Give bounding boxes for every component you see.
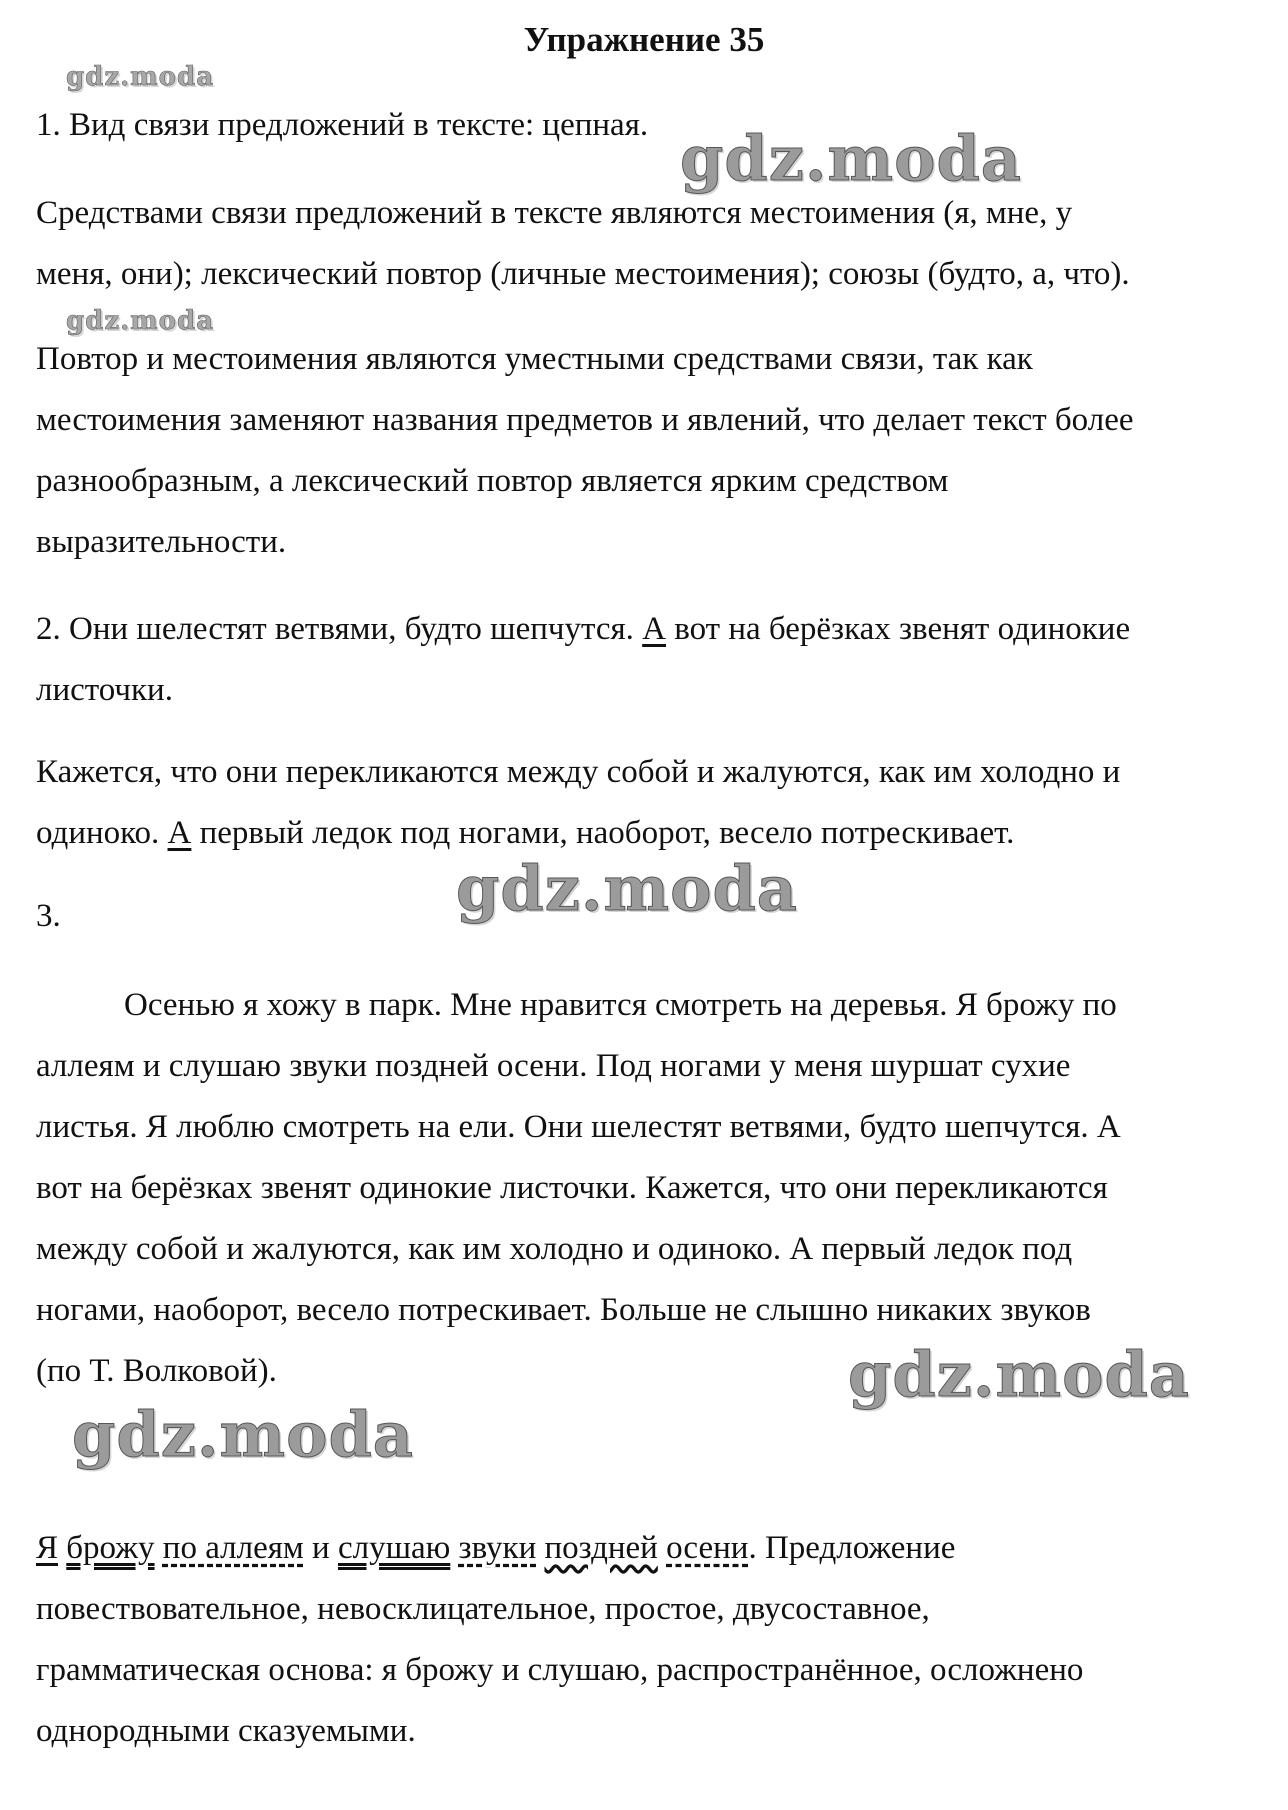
exercise-title: Упражнение 35 <box>523 20 765 59</box>
subject-word: Я <box>36 1530 59 1566</box>
watermark: gdz.moda <box>66 62 215 92</box>
adverbial-word: по аллеям <box>162 1530 304 1566</box>
s3-text-line: аллеям и слушаю звуки поздней осени. Под ногами у меня шуршат сухие <box>36 1048 1071 1084</box>
analysis-line-2: повествовательное, невосклицательное, простое, двусоставное, <box>36 1591 930 1627</box>
s2-line-3: Кажется, что они перекликаются между собой и жалуются, как им холодно и <box>36 754 1121 790</box>
s2-text: одиноко. <box>36 815 168 851</box>
s2-conjunction: А <box>642 611 666 647</box>
object-word: звуки <box>458 1530 537 1566</box>
s1-line-6: разнообразным, а лексический повтор является ярким средством <box>36 463 949 499</box>
object-word: осени <box>666 1530 749 1566</box>
watermark: gdz.moda <box>456 852 798 925</box>
watermark: gdz.moda <box>680 122 1022 195</box>
s3-text-line: вот на берёзках звенят одинокие листочки. Кажется, что они перекликаются <box>36 1170 1108 1206</box>
s2-line-1 <box>36 609 1130 649</box>
watermark: gdz.moda <box>66 306 215 336</box>
predicate-word: слушаю <box>337 1530 451 1566</box>
s1-line-5: местоимения заменяют названия предметов и явлений, что делает текст более <box>36 402 1134 438</box>
s3-text-line: (по Т. Волковой). <box>36 1353 277 1389</box>
s1-line-4: Повтор и местоимения являются уместными средствами связи, так как <box>36 341 1033 377</box>
analysis-text: . Предложение <box>748 1530 956 1566</box>
s2-line-2: листочки. <box>36 672 173 708</box>
s3-text-line: листья. Я люблю смотреть на ели. Они шелестят ветвями, будто шепчутся. А <box>36 1109 1121 1145</box>
analysis-line-3: грамматическая основа: я брожу и слушаю, распространённое, осложнено <box>36 1652 1084 1688</box>
analysis-line-4: однородными сказуемыми. <box>36 1713 416 1749</box>
s1-line-1: 1. Вид связи предложений в тексте: цепная. <box>36 107 649 143</box>
s1-line-7: выразительности. <box>36 524 287 560</box>
s2-text: первый ледок под ногами, наоборот, весело потрескивает. <box>191 815 1015 851</box>
s1-line-3: меня, они); лексический повтор (личные местоимения); союзы (будто, а, что). <box>36 256 1130 292</box>
s1-line-2: Средствами связи предложений в тексте являются местоимения (я, мне, у <box>36 195 1073 231</box>
attribute-word: поздней <box>544 1530 658 1566</box>
s3-text-line: ногами, наоборот, весело потрескивает. Больше не слышно никаких звуков <box>36 1292 1091 1328</box>
conjunction-word: и <box>312 1530 330 1566</box>
s2-line-4 <box>36 813 1014 853</box>
watermark: gdz.moda <box>848 1338 1190 1411</box>
s2-text: вот на берёзках звенят одинокие <box>666 611 1131 647</box>
s2-conjunction: А <box>167 815 192 851</box>
watermark: gdz.moda <box>72 1398 414 1471</box>
predicate-word: брожу <box>66 1530 155 1566</box>
s2-text: 2. Они шелестят ветвями, будто шепчутся. <box>36 611 643 647</box>
analysis-line-1 <box>36 1528 955 1568</box>
s3-number: 3. <box>36 898 61 934</box>
s3-text-line: между собой и жалуются, как им холодно и одиноко. А первый ледок под <box>36 1231 1073 1267</box>
s3-text-line: Осенью я хожу в парк. Мне нравится смотреть на деревья. Я брожу по <box>124 987 1117 1023</box>
